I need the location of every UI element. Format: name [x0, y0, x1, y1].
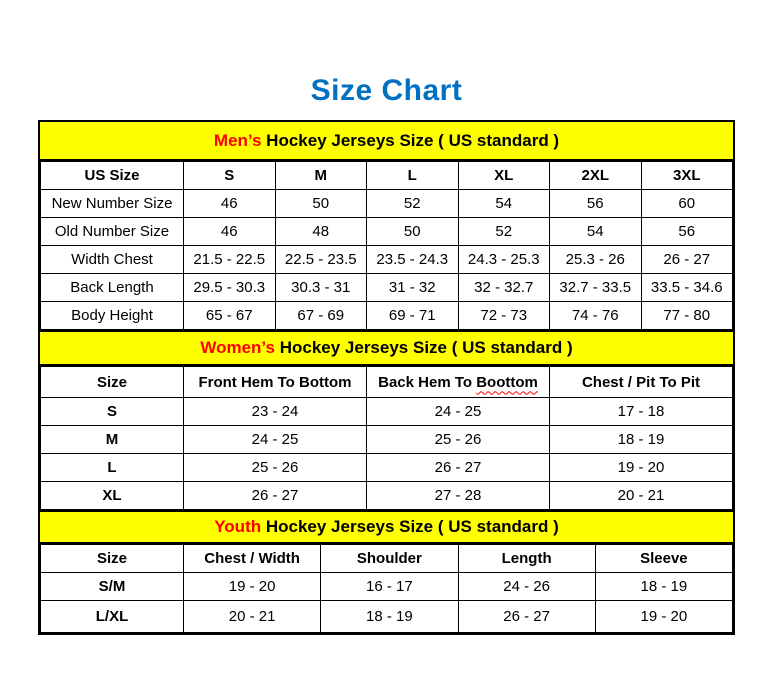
row-label: Body Height — [41, 302, 184, 330]
table-cell: 19 - 20 — [595, 601, 732, 633]
table-cell: 32 - 32.7 — [458, 274, 550, 302]
womens-size-table — [40, 366, 733, 510]
column-header: Length — [458, 545, 595, 573]
section-header-rest: Hockey Jerseys Size ( US standard ) — [261, 130, 560, 150]
table-cell: 52 — [458, 218, 550, 246]
column-header: L — [367, 162, 459, 190]
table-cell: 67 - 69 — [275, 302, 367, 330]
section-header-highlight: Youth — [214, 517, 262, 536]
table-row — [41, 573, 733, 601]
table-cell: 27 - 28 — [367, 482, 550, 510]
section-header-highlight: Women’s — [200, 338, 275, 357]
table-cell: 22.5 - 23.5 — [275, 246, 367, 274]
table-cell: 18 - 19 — [321, 601, 458, 633]
column-header: Chest / Width — [184, 545, 321, 573]
row-label: Old Number Size — [41, 218, 184, 246]
table-cell: 31 - 32 — [367, 274, 459, 302]
section-mens — [40, 122, 733, 330]
table-row — [41, 398, 733, 426]
column-header: Shoulder — [321, 545, 458, 573]
section-header-rest: Hockey Jerseys Size ( US standard ) — [261, 517, 559, 536]
table-cell: 17 - 18 — [550, 398, 733, 426]
table-cell: 23.5 - 24.3 — [367, 246, 459, 274]
table-cell: 77 - 80 — [641, 302, 733, 330]
table-cell: 56 — [641, 218, 733, 246]
table-cell: 24 - 25 — [184, 426, 367, 454]
youth-size-table — [40, 544, 733, 633]
table-row — [41, 190, 733, 218]
table-cell: 69 - 71 — [367, 302, 459, 330]
table-row — [41, 601, 733, 633]
row-label: XL — [41, 482, 184, 510]
row-label: M — [41, 426, 184, 454]
column-header: XL — [458, 162, 550, 190]
table-cell: 56 — [550, 190, 642, 218]
column-header: 3XL — [641, 162, 733, 190]
table-cell: 32.7 - 33.5 — [550, 274, 642, 302]
table-cell: 46 — [184, 218, 276, 246]
table-cell: 25 - 26 — [367, 426, 550, 454]
table-cell: 60 — [641, 190, 733, 218]
table-cell: 26 - 27 — [184, 482, 367, 510]
table-cell: 46 — [184, 190, 276, 218]
table-cell: 52 — [367, 190, 459, 218]
table-cell: 19 - 20 — [550, 454, 733, 482]
table-cell: 30.3 - 31 — [275, 274, 367, 302]
section-header-youth — [40, 510, 733, 544]
table-row — [41, 426, 733, 454]
table-cell: 29.5 - 30.3 — [184, 274, 276, 302]
table-row — [41, 302, 733, 330]
table-row — [41, 274, 733, 302]
row-label: L/XL — [41, 601, 184, 633]
table-cell: 26 - 27 — [367, 454, 550, 482]
table-row — [41, 218, 733, 246]
column-header: 2XL — [550, 162, 642, 190]
table-cell: 24.3 - 25.3 — [458, 246, 550, 274]
table-cell: 20 - 21 — [184, 601, 321, 633]
column-header: Size — [41, 367, 184, 398]
mens-size-table — [40, 161, 733, 330]
column-header: S — [184, 162, 276, 190]
section-header-womens — [40, 330, 733, 366]
row-label: S — [41, 398, 184, 426]
table-cell: 19 - 20 — [184, 573, 321, 601]
column-header: US Size — [41, 162, 184, 190]
table-cell: 48 — [275, 218, 367, 246]
table-row — [41, 246, 733, 274]
table-cell: 18 - 19 — [595, 573, 732, 601]
table-cell: 50 — [275, 190, 367, 218]
table-cell: 26 - 27 — [458, 601, 595, 633]
section-header-rest: Hockey Jerseys Size ( US standard ) — [274, 338, 573, 357]
table-row — [41, 454, 733, 482]
row-label: L — [41, 454, 184, 482]
size-chart — [38, 120, 735, 635]
page-title: Size Chart — [310, 74, 463, 107]
column-header: Back Hem To Boottom — [367, 367, 550, 398]
header-row — [41, 367, 733, 398]
table-cell: 25.3 - 26 — [550, 246, 642, 274]
table-cell: 16 - 17 — [321, 573, 458, 601]
table-cell: 72 - 73 — [458, 302, 550, 330]
row-label: Back Length — [41, 274, 184, 302]
section-header-highlight: Men’s — [213, 130, 262, 150]
header-row — [41, 545, 733, 573]
table-cell: 21.5 - 22.5 — [184, 246, 276, 274]
table-cell: 50 — [367, 218, 459, 246]
table-row — [41, 482, 733, 510]
table-cell: 23 - 24 — [184, 398, 367, 426]
size-chart-page — [38, 0, 735, 635]
section-youth — [40, 510, 733, 633]
table-cell: 24 - 25 — [367, 398, 550, 426]
column-header: M — [275, 162, 367, 190]
table-cell: 65 - 67 — [184, 302, 276, 330]
table-cell: 54 — [458, 190, 550, 218]
column-header: Front Hem To Bottom — [184, 367, 367, 398]
row-label: S/M — [41, 573, 184, 601]
table-cell: 25 - 26 — [184, 454, 367, 482]
section-womens — [40, 330, 733, 510]
column-header: Size — [41, 545, 184, 573]
row-label: Width Chest — [41, 246, 184, 274]
table-cell: 33.5 - 34.6 — [641, 274, 733, 302]
column-header: Chest / Pit To Pit — [550, 367, 733, 398]
misspelled-word: Boottom — [476, 373, 538, 391]
table-cell: 74 - 76 — [550, 302, 642, 330]
table-cell: 20 - 21 — [550, 482, 733, 510]
table-cell: 54 — [550, 218, 642, 246]
row-label: New Number Size — [41, 190, 184, 218]
header-row — [41, 162, 733, 190]
table-cell: 26 - 27 — [641, 246, 733, 274]
column-header: Sleeve — [595, 545, 732, 573]
section-header-mens — [40, 122, 733, 161]
table-cell: 24 - 26 — [458, 573, 595, 601]
table-cell: 18 - 19 — [550, 426, 733, 454]
